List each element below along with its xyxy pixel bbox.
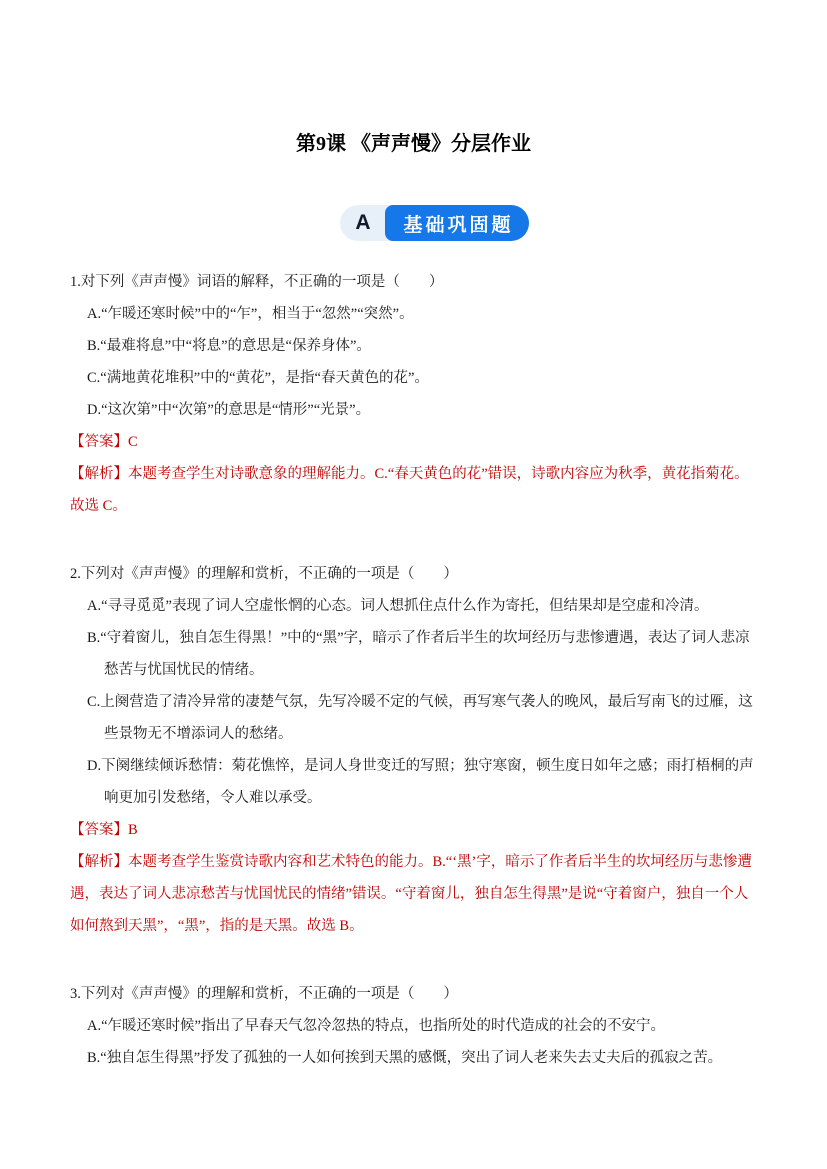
- analysis-text: 本题考查学生对诗歌意象的理解能力。C.“春天黄色的花”错误，诗歌内容应为秋季，黄花指菊花。故选 C。: [70, 466, 749, 514]
- analysis-text: 本题考查学生鉴赏诗歌内容和艺术特色的能力。B.“‘黑’字，暗示了作者后半生的坎坷经历与悲惨遭遇，表达了词人悲凉愁苦与忧国忧民的情绪”错误。“守着窗儿，独自怎生得黑”是说“守着窗户，独自一个人如何熬到天黑”，“黑”，指的是天黑。故选 B。: [70, 854, 752, 934]
- question-3-option-a: A.“乍暖还寒时候”指出了早春天气忽冷忽热的特点，也指所处的时代造成的社会的不安宁。: [87, 1018, 665, 1034]
- badge-level-letter: A: [355, 211, 371, 234]
- answer-label: 【答案】: [70, 822, 128, 838]
- answer-line: [70, 426, 760, 458]
- question-stem: 3.下列对《声声慢》的理解和赏析，不正确的一项是（ ）: [70, 986, 458, 1002]
- question-block-3: [70, 978, 760, 1074]
- question-1-option-c: C.“满地黄花堆积”中的“黄花”，是指“春天黄色的花”。: [87, 370, 429, 386]
- answer-value: B: [128, 822, 138, 838]
- question-2-option-d: D.下阕继续倾诉愁情：菊花憔悴，是词人身世变迁的写照；独守寒窗，顿生度日如年之感；雨打梧桐的声响更加引发愁绪，令人难以承受。: [87, 758, 754, 806]
- answer-label: 【答案】: [70, 434, 128, 450]
- question-2-option-c: C.上阕营造了清冷异常的凄楚气氛，先写冷暖不定的气候，再写寒气袭人的晚风，最后写南飞的过雁，这些景物无不增添词人的愁绪。: [87, 694, 753, 742]
- section-badge: [340, 205, 528, 241]
- question-block-1: [70, 266, 760, 522]
- block-spacer: [70, 522, 760, 558]
- answer-line: [70, 814, 760, 846]
- analysis-line: [70, 846, 760, 942]
- question-stem: 2.下列对《声声慢》的理解和赏析，不正确的一项是（ ）: [70, 566, 458, 582]
- section-badge-row: [0, 205, 827, 241]
- question-1-option-a: A.“乍暖还寒时候”中的“乍”，相当于“忽然”“突然”。: [87, 306, 414, 322]
- badge-section-label: 基础巩固题: [385, 205, 528, 241]
- question-1-option-d: D.“这次第”中“次第”的意思是“情形”“光景”。: [87, 402, 371, 418]
- analysis-label: 【解析】: [70, 466, 128, 482]
- analysis-label: 【解析】: [70, 854, 128, 870]
- question-block-2: [70, 558, 760, 942]
- question-3-option-b: B.“独自怎生得黑”抒发了孤独的一人如何挨到天黑的感慨，突出了词人老来失去丈夫后的孤寂之苦。: [87, 1050, 723, 1066]
- question-2-option-b: B.“守着窗儿，独自怎生得黑！”中的“黑”字，暗示了作者后半生的坎坷经历与悲惨遭遇，表达了词人悲凉愁苦与忧国忧民的情绪。: [87, 630, 750, 678]
- question-1-option-b: B.“最难将息”中“将息”的意思是“保养身体”。: [87, 338, 371, 354]
- page-title: 第9课 《声声慢》分层作业: [296, 133, 531, 155]
- questions-content: [70, 266, 760, 1074]
- question-stem: 1.对下列《声声慢》词语的解释，不正确的一项是（ ）: [70, 274, 444, 290]
- question-2-option-a: A.“寻寻觅觅”表现了词人空虚怅惘的心态。词人想抓住点什么作为寄托，但结果却是空虚和冷清。: [87, 598, 709, 614]
- block-spacer: [70, 942, 760, 978]
- answer-value: C: [128, 434, 138, 450]
- analysis-line: [70, 458, 760, 522]
